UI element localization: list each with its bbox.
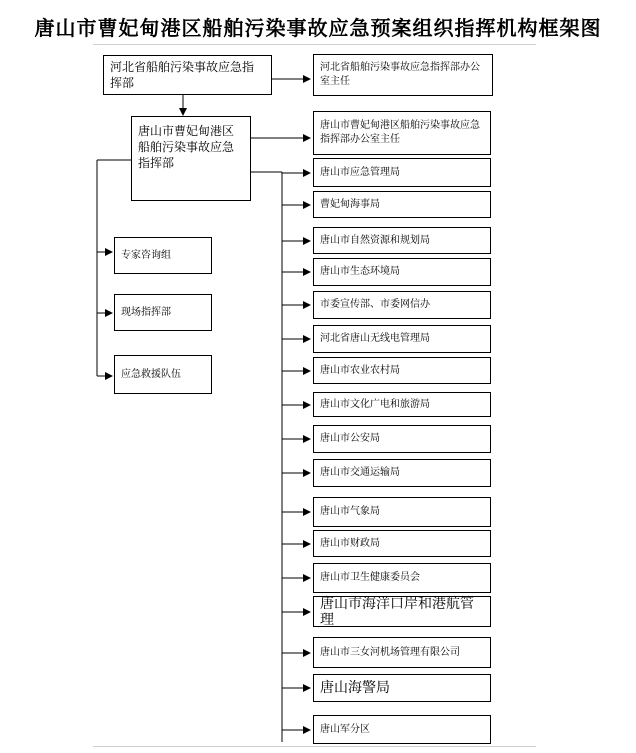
- bottom-rule: [93, 746, 536, 747]
- member-box: 唐山市公安局: [313, 425, 491, 453]
- member-box: 唐山市交通运输局: [313, 459, 491, 487]
- group-box-field-command: 现场指挥部: [114, 294, 212, 331]
- province-command-box: 河北省船舶污染事故应急指挥部: [103, 55, 272, 95]
- group-box-rescue: 应急救援队伍: [114, 355, 212, 394]
- member-box: 唐山市农业农村局: [313, 357, 491, 384]
- member-box: 唐山市应急管理局: [313, 158, 491, 187]
- member-box: 唐山海警局: [313, 674, 491, 702]
- member-box: 唐山市气象局: [313, 497, 491, 527]
- group-box-expert: 专家咨询组: [114, 237, 212, 274]
- member-box: 唐山市自然资源和规划局: [313, 227, 491, 254]
- diagram-title: 唐山市曹妃甸港区船舶污染事故应急预案组织指挥机构框架图: [34, 16, 602, 40]
- member-box: 唐山市三女河机场管理有限公司: [313, 637, 491, 668]
- member-box: 市委宣传部、市委网信办: [313, 291, 491, 319]
- city-office-box: 唐山市曹妃甸港区船舶污染事故应急指挥部办公室主任: [313, 111, 491, 155]
- member-box: 唐山军分区: [313, 715, 491, 744]
- member-arrows: [282, 173, 310, 730]
- member-box: 唐山市生态环境局: [313, 258, 491, 286]
- member-box: 河北省唐山无线电管理局: [313, 325, 491, 353]
- member-box: 唐山市财政局: [313, 530, 491, 557]
- city-command-box: 唐山市曹妃甸港区船舶污染事故应急指挥部: [131, 116, 251, 201]
- member-box: 唐山市海洋口岸和港航管理: [313, 596, 491, 627]
- member-box: 曹妃甸海事局: [313, 191, 491, 218]
- member-box: 唐山市文化广电和旅游局: [313, 392, 491, 417]
- member-box: 唐山市卫生健康委员会: [313, 563, 491, 593]
- province-office-box: 河北省船舶污染事故应急指挥部办公室主任: [313, 54, 493, 96]
